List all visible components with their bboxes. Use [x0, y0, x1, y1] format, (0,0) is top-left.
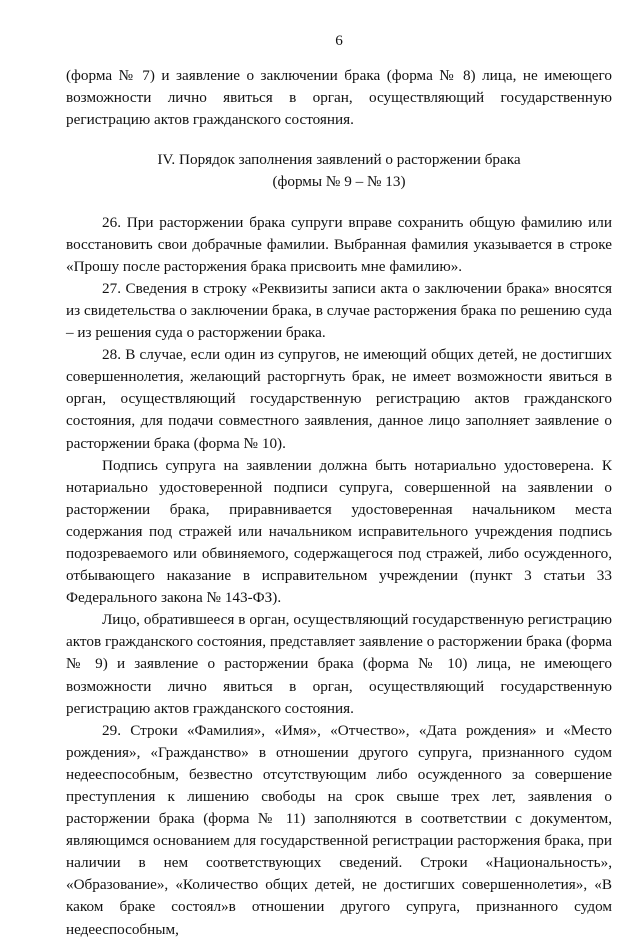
document-page [66, 30, 612, 941]
page-number: 6 [335, 32, 343, 49]
paragraph-29: 29. Строки «Фамилия», «Имя», «Отчество», «Дата рождения» и «Место рождения», «Гражданство» в отношении другого супруга, признанного судом недееспособным, безвестно отсутствующим либо осужденного за совершение преступления к лишению свободы на срок свыше трех лет, заявления о расторжении брака (форма № 11) заполняются в соответствии с документом, являющимся основанием для государственной регистрации расторжения брака, при наличии в нем соответствующих сведений. Строки «Национальность», «Образование», «Количество общих детей, не достигших совершеннолетия», «В каком браке состоял»в отношении другого супруга, признанного судом недееспособным, [66, 721, 612, 938]
paragraph-26: 26. При расторжении брака супруги вправе сохранить общую фамилию или восстановить свои добрачные фамилии. Выбранная фамилия указывается в строке «Прошу после расторжения брака присвоить мне фамилию». [66, 213, 612, 275]
intro-paragraph: (форма № 7) и заявление о заключении брака (форма № 8) лица, не имеющего возможности лично явиться в орган, осуществляющий государственную регистрацию актов гражданского состояния. [66, 67, 612, 129]
section-title-line-1: IV. Порядок заполнения заявлений о расторжении брака [157, 151, 521, 169]
section-heading [66, 149, 612, 193]
paragraph-signature: Подпись супруга на заявлении должна быть нотариально удостоверена. К нотариально удостоверенной подписи супруга, совершенной на заявлении о расторжении брака, приравнивается удостоверенная начальником места содержания под стражей или начальником исправительного учреждения подпись подозреваемого или обвиняемого, содержащегося под стражей, либо осужденного, отбывающего наказание в исправительном учреждении (пункт 3 статьи 33 Федерального закона № 143-ФЗ). [66, 456, 612, 607]
paragraph-28: 28. В случае, если один из супругов, не имеющий общих детей, не достигших совершеннолетия, желающий расторгнуть брак, не имеет возможности явиться в орган, осуществляющий государственную регистрацию актов гражданского состояния, для подачи совместного заявления, данное лицо заполняет заявление о расторжении брака (форма № 10). [66, 346, 612, 452]
paragraph-applicant: Лицо, обратившееся в орган, осуществляющий государственную регистрацию актов гражданского состояния, представляет заявление о расторжении брака (форма № 9) и заявление о расторжении брака (форма № 10) лица, не имеющего возможности лично явиться в орган, осуществляющий государственную регистрацию актов гражданского состояния. [66, 611, 612, 717]
section-title-line-2: (формы № 9 – № 13) [272, 173, 406, 191]
paragraph-27: 27. Сведения в строку «Реквизиты записи акта о заключении брака» вносятся из свидетельства о заключении брака, в случае расторжения брака по решению суда – из решения суда о расторжении брака. [66, 279, 612, 342]
